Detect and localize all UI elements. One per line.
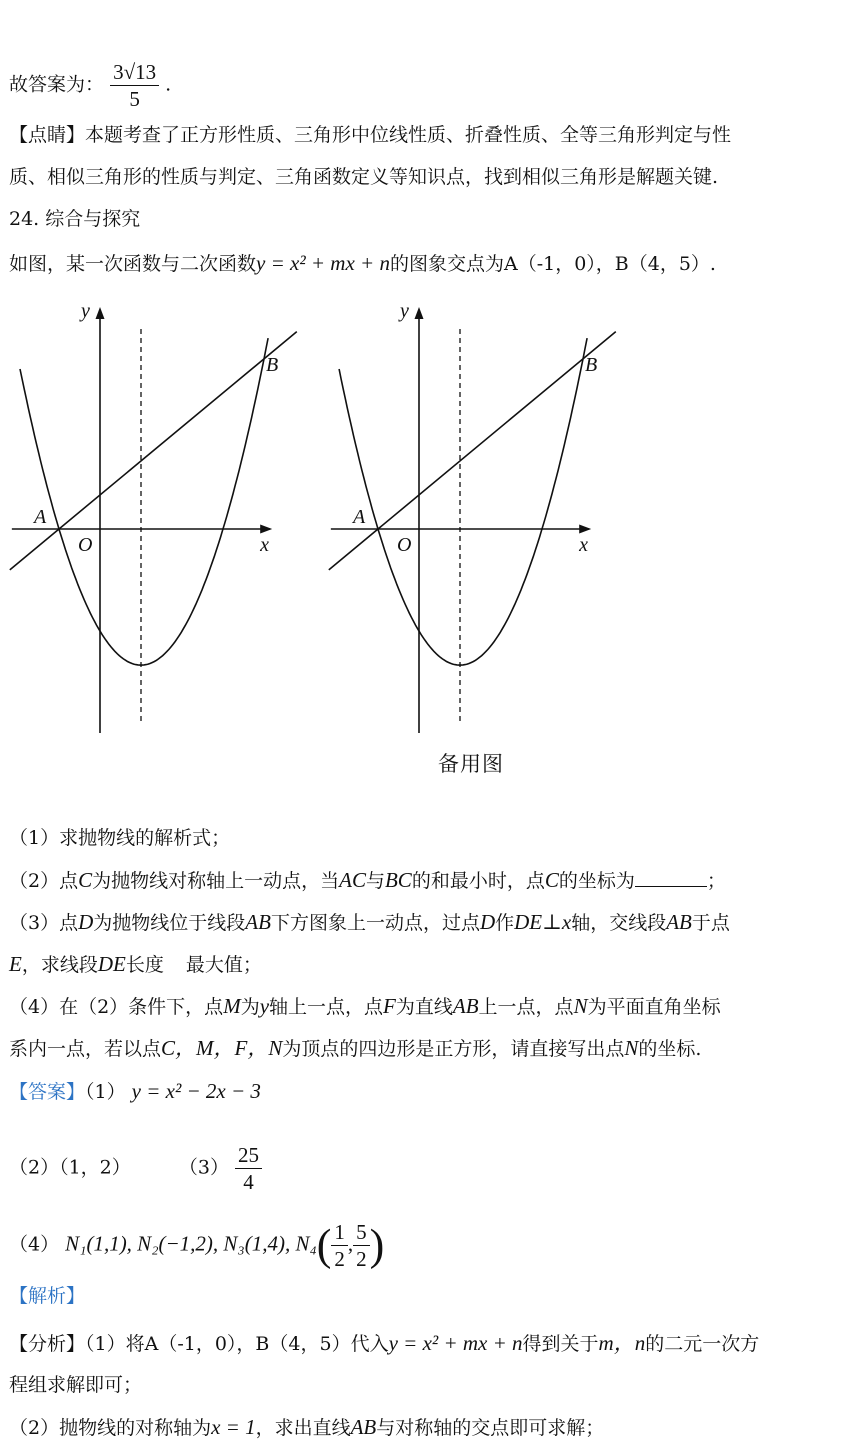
q3-text-f: 于点	[691, 912, 730, 934]
q3-text-c: 下方图象上一动点，过点	[270, 912, 480, 934]
answer-4	[9, 1220, 384, 1271]
q3-ab: AB	[245, 910, 271, 934]
intro-text-a: 如图，某一次函数与二次函数	[9, 253, 257, 275]
question-3-line-2	[9, 951, 262, 978]
analysis-formula: y = x² + mx + n	[388, 1331, 523, 1355]
analysis-text-a: （1）将	[85, 1333, 145, 1355]
q4-text-b: 为	[240, 996, 260, 1018]
q4-point-m: M	[223, 994, 241, 1018]
q2-point-c: C	[78, 868, 93, 892]
answer-1-formula: y = x² − 2x − 3	[131, 1079, 261, 1103]
q3-text-b: 为抛物线位于线段	[93, 912, 246, 934]
q2-text-b: 为抛物线对称轴上一动点，当	[92, 870, 340, 892]
q4-text-i: 的坐标.	[638, 1038, 702, 1060]
q4-text-h: 为顶点的四边形是正方形，请直接写出点	[282, 1038, 625, 1060]
comment-line-1	[9, 122, 731, 148]
fraction-denominator: 5	[129, 87, 140, 111]
answer-1	[9, 1078, 261, 1105]
answer-4-fraction-y	[353, 1220, 370, 1271]
q3-text-a: （3）点	[9, 912, 79, 934]
q3-de-perp: DE⊥x	[514, 910, 572, 934]
q3-text-g: ，求线段	[21, 954, 98, 976]
answer-3-numerator: 25	[235, 1143, 262, 1169]
q3-point-d: D	[78, 910, 94, 934]
answer-4-points: N₁(1,1), N₂(−1,2), N₃(1,4), N₄	[65, 1231, 317, 1256]
analysis-points: A（-1，0），B（4，5）	[144, 1333, 351, 1355]
analysis-line-3	[9, 1414, 604, 1441]
q4-point-n: N	[573, 994, 588, 1018]
answer-2-3	[9, 1143, 262, 1194]
linear-function-line	[10, 332, 297, 570]
fraction-denominator: 2	[356, 1247, 367, 1271]
origin-label: O	[78, 534, 93, 556]
q3-text-d: 作	[495, 912, 515, 934]
q2-text-c: 与	[365, 870, 385, 892]
analysis-text-f: ，求出直线	[255, 1417, 351, 1439]
prev-answer-end: .	[165, 73, 172, 96]
answer-1-label: （1）	[85, 1081, 126, 1103]
analysis-line-1	[9, 1330, 759, 1357]
q4-point-n-2: N	[624, 1036, 639, 1060]
x-axis-label: x	[260, 534, 270, 556]
q4-text-d: 为直线	[395, 996, 453, 1018]
comma: ,	[347, 1231, 354, 1256]
problem-heading: 24. 综合与探究	[9, 208, 141, 230]
prev-answer-fraction	[110, 60, 159, 111]
analysis-tag: 【解析】	[9, 1285, 86, 1307]
fraction-numerator: 1	[331, 1220, 348, 1246]
intro-text-b: 的图象交点为	[389, 253, 504, 275]
x-axis-arrow	[579, 525, 591, 534]
function-graphs	[0, 295, 845, 745]
analysis-axis-formula: x = 1	[211, 1415, 256, 1439]
analysis-text-c: 得到关于	[522, 1333, 599, 1355]
q2-text-e: 的坐标为	[558, 870, 635, 892]
answer-blank	[635, 868, 707, 887]
intro-formula: y = x² + mx + n	[256, 251, 390, 275]
point-b-label: B	[266, 353, 279, 376]
prev-answer-lead: 故答案为：	[9, 73, 105, 96]
problem-intro	[9, 250, 716, 277]
x-axis-label: x	[579, 534, 589, 556]
y-axis-label: y	[81, 300, 90, 322]
fenxi-tag: 【分析】	[9, 1333, 86, 1355]
left-paren: (	[316, 1220, 332, 1270]
q2-point-c-2: C	[544, 868, 559, 892]
prev-answer-line	[9, 60, 171, 111]
analysis-text-b: 代入	[350, 1333, 389, 1355]
question-4-line-2	[9, 1035, 701, 1062]
answer-4-label: （4）	[9, 1233, 60, 1256]
origin-label: O	[397, 534, 412, 556]
linear-function-line	[329, 332, 616, 570]
q3-point-d-2: D	[479, 910, 496, 934]
fraction-numerator: 3√13	[110, 60, 159, 86]
q3-text-e: 轴，交线段	[571, 912, 667, 934]
fraction-denominator: 2	[334, 1247, 345, 1271]
question-2	[9, 867, 726, 894]
x-axis-arrow	[260, 525, 272, 534]
point-b-label: B	[585, 353, 598, 376]
answer-4-fraction-x	[331, 1220, 348, 1271]
analysis-text-d: 的二元一次方	[645, 1333, 760, 1355]
answer-3-denominator: 4	[243, 1170, 254, 1194]
q3-text-i: 最大值；	[185, 954, 262, 976]
right-paren: )	[369, 1220, 385, 1270]
question-4-line-1	[9, 993, 721, 1020]
y-axis-arrow	[415, 307, 424, 319]
q3-text-h: 长度	[125, 954, 164, 976]
q4-text-a: （4）在（2）条件下，点	[9, 996, 224, 1018]
q4-text-e: 上一点，点	[478, 996, 574, 1018]
fraction-numerator: 5	[353, 1220, 370, 1246]
comment-tag: 【点睛】	[9, 124, 86, 146]
figure-caption: 备用图	[438, 752, 504, 776]
analysis-line-2: 程组求解即可；	[9, 1374, 143, 1396]
q4-text-f: 为平面直角坐标	[587, 996, 721, 1018]
answer-2-label: （2）	[9, 1156, 60, 1179]
point-a-label: A	[353, 506, 366, 528]
answer-2-value: （1，2）	[59, 1156, 131, 1179]
answer-3-fraction	[235, 1143, 262, 1194]
y-axis-arrow	[96, 307, 105, 319]
comment-text-1: 本题考查了正方形性质、三角形中位线性质、折叠性质、全等三角形判定与性	[85, 124, 732, 146]
q4-text-g: 系内一点，若以点	[9, 1038, 162, 1060]
intro-points: A（-1，0），B（4，5）.	[503, 253, 716, 275]
analysis-text-g: 与对称轴的交点即可求解；	[376, 1417, 605, 1439]
analysis-text-e: （2）抛物线的对称轴为	[9, 1417, 212, 1439]
q4-point-f: F	[383, 994, 396, 1018]
q4-text-c: 轴上一点，点	[269, 996, 384, 1018]
q2-bc: BC	[384, 868, 412, 892]
q3-point-e: E	[9, 952, 22, 976]
q3-ab-2: AB	[666, 910, 692, 934]
point-a-label: A	[34, 506, 47, 528]
question-1: （1）求抛物线的解析式；	[9, 827, 231, 849]
q2-text-d: 的和最小时，点	[411, 870, 545, 892]
question-3-line-1	[9, 909, 730, 936]
q2-ac: AC	[339, 868, 366, 892]
q4-ab: AB	[452, 994, 479, 1018]
q4-y-axis: y	[259, 994, 270, 1018]
analysis-mn: m，n	[598, 1331, 646, 1355]
q2-text-a: （2）点	[9, 870, 79, 892]
analysis-ab: AB	[350, 1415, 377, 1439]
q3-de: DE	[97, 952, 126, 976]
comment-line-2: 质、相似三角形的性质与判定、三角函数定义等知识点，找到相似三角形是解题关键.	[9, 166, 719, 188]
y-axis-label: y	[400, 300, 409, 322]
q2-text-f: ；	[706, 870, 726, 892]
answer-tag: 【答案】	[9, 1081, 86, 1103]
q4-points: C，M，F，N	[161, 1036, 283, 1060]
answer-3-label: （3）	[178, 1156, 229, 1179]
